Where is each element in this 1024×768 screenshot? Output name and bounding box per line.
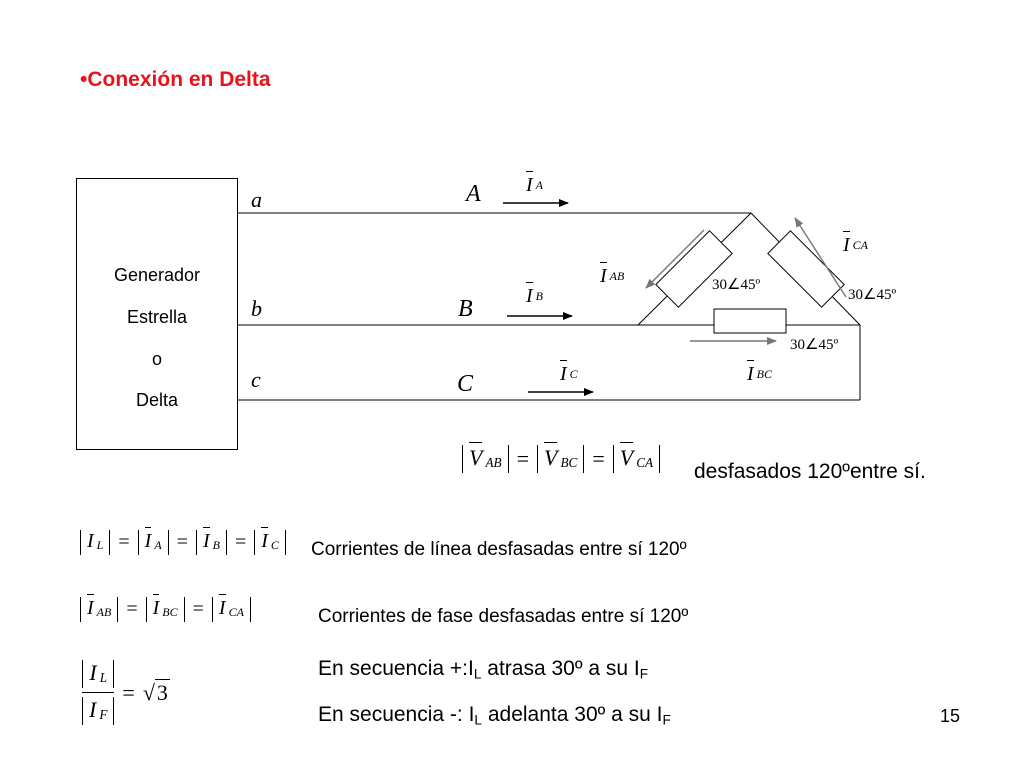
current-ic-label: I C xyxy=(560,363,578,385)
terminal-b-label: b xyxy=(251,296,262,321)
impedance-bc-resistor xyxy=(714,309,786,333)
generator-label-2: Estrella xyxy=(126,307,188,327)
terminal-a-label: a xyxy=(251,187,262,212)
line-currents-equation: I L = I A = I B = I C xyxy=(80,530,286,555)
node-b-label: B xyxy=(458,296,473,322)
phase-currents-equation: I AB = I BC = I CA xyxy=(80,597,251,622)
current-ia-label: I A xyxy=(526,174,544,196)
generator-label-1: Generador xyxy=(113,265,201,285)
generator-label-3: o xyxy=(151,349,162,369)
phase-currents-note: Corrientes de fase desfasadas entre sí 120º xyxy=(318,606,689,627)
terminal-c-label: c xyxy=(251,367,261,392)
positive-sequence-note: En secuencia +:IL atrasa 30º a su IF xyxy=(318,657,649,682)
current-iab-label: I AB xyxy=(600,265,625,287)
slide-title: •Conexión en Delta xyxy=(80,68,271,91)
negative-sequence-note: En secuencia -: IL adelanta 30º a su IF xyxy=(318,703,671,728)
impedance-ab-resistor xyxy=(656,231,732,307)
ratio-equation: I L I F = √ 3 xyxy=(82,660,170,725)
current-ib-label: I B xyxy=(526,285,544,307)
node-c-label: C xyxy=(457,371,474,397)
impedance-bc-value: 30∠45º xyxy=(790,337,839,353)
node-a-label: A xyxy=(466,181,481,207)
current-ibc-label: I BC xyxy=(747,363,773,385)
current-ica-label: I CA xyxy=(843,234,869,256)
voltage-phase-note: desfasados 120ºentre sí. xyxy=(694,460,926,483)
impedance-ca-value: 30∠45º xyxy=(848,287,897,303)
generator-label-4: Delta xyxy=(135,390,179,410)
voltage-magnitude-equation: V AB = V BC = V CA xyxy=(462,445,660,473)
impedance-ca-resistor xyxy=(768,231,844,307)
page-number: 15 xyxy=(940,706,961,726)
impedance-ab-value: 30∠45º xyxy=(712,277,761,293)
sqrt-symbol: √ xyxy=(142,679,155,705)
line-currents-note: Corrientes de línea desfasadas entre sí 120º xyxy=(311,539,687,560)
